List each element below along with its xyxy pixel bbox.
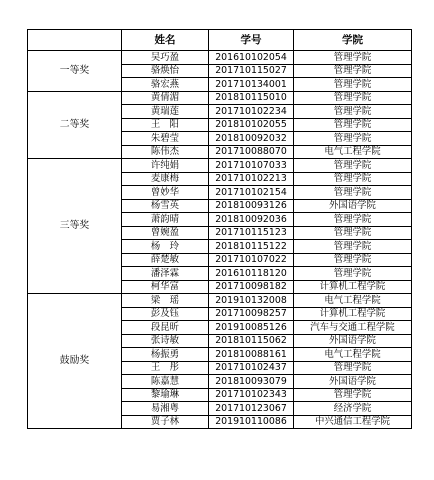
student-name-cell: 许纯娟 xyxy=(122,159,209,173)
student-name-cell: 曾妙华 xyxy=(122,186,209,200)
student-name-cell: 潘泽霖 xyxy=(122,267,209,281)
award-level-cell: 一等奖 xyxy=(28,51,122,92)
student-id-cell: 201710102343 xyxy=(209,388,294,402)
student-id-cell: 201810093079 xyxy=(209,375,294,389)
college-cell: 管理学院 xyxy=(294,186,412,200)
student-name-cell: 陈嘉慧 xyxy=(122,375,209,389)
student-id-cell: 201810088161 xyxy=(209,348,294,362)
student-name-cell: 王 彤 xyxy=(122,361,209,375)
student-id-cell: 201710102154 xyxy=(209,186,294,200)
student-id-cell: 201810115122 xyxy=(209,240,294,254)
college-cell: 外国语学院 xyxy=(294,334,412,348)
college-cell: 计算机工程学院 xyxy=(294,307,412,321)
student-id-cell: 201810115062 xyxy=(209,334,294,348)
student-name-cell: 吴巧盈 xyxy=(122,51,209,65)
college-cell: 管理学院 xyxy=(294,51,412,65)
table-row xyxy=(28,294,412,308)
college-cell: 管理学院 xyxy=(294,159,412,173)
college-column-header: 学院 xyxy=(294,30,412,51)
student-name-cell: 麦康梅 xyxy=(122,172,209,186)
college-cell: 经济学院 xyxy=(294,402,412,416)
college-cell: 管理学院 xyxy=(294,132,412,146)
student-id-cell: 201910085126 xyxy=(209,321,294,335)
student-name-cell: 陈伟杰 xyxy=(122,145,209,159)
student-name-cell: 薛楚敏 xyxy=(122,253,209,267)
college-cell: 管理学院 xyxy=(294,91,412,105)
student-id-cell: 201710088070 xyxy=(209,145,294,159)
student-name-cell: 彭及钰 xyxy=(122,307,209,321)
student-id-cell: 201710102437 xyxy=(209,361,294,375)
award-level-cell: 三等奖 xyxy=(28,159,122,294)
student-id-cell: 201610118120 xyxy=(209,267,294,281)
student-id-cell: 201610102054 xyxy=(209,51,294,65)
student-id-cell: 201710107033 xyxy=(209,159,294,173)
student-name-cell: 杨 玲 xyxy=(122,240,209,254)
college-cell: 管理学院 xyxy=(294,78,412,92)
table-row xyxy=(28,91,412,105)
college-cell: 外国语学院 xyxy=(294,375,412,389)
student-id-cell: 201710123067 xyxy=(209,402,294,416)
header-row xyxy=(28,30,412,51)
college-cell: 管理学院 xyxy=(294,64,412,78)
college-cell: 管理学院 xyxy=(294,267,412,281)
student-id-cell: 201710102213 xyxy=(209,172,294,186)
college-cell: 管理学院 xyxy=(294,240,412,254)
student-name-cell: 黄倩湄 xyxy=(122,91,209,105)
college-cell: 管理学院 xyxy=(294,361,412,375)
college-cell: 汽车与交通工程学院 xyxy=(294,321,412,335)
student-name-cell: 骆焕怡 xyxy=(122,64,209,78)
student-name-cell: 张诗敏 xyxy=(122,334,209,348)
college-cell: 管理学院 xyxy=(294,118,412,132)
student-id-cell: 201710098182 xyxy=(209,280,294,294)
student-id-cell: 201910110086 xyxy=(209,415,294,429)
student-name-cell: 柯华富 xyxy=(122,280,209,294)
college-cell: 外国语学院 xyxy=(294,199,412,213)
college-cell: 中兴通信工程学院 xyxy=(294,415,412,429)
student-name-cell: 易湘粤 xyxy=(122,402,209,416)
college-cell: 计算机工程学院 xyxy=(294,280,412,294)
student-id-cell: 201710107022 xyxy=(209,253,294,267)
table-row xyxy=(28,51,412,65)
student-name-cell: 杨振勇 xyxy=(122,348,209,362)
student-id-cell: 201710115027 xyxy=(209,64,294,78)
award-level-cell: 鼓励奖 xyxy=(28,294,122,429)
college-cell: 电气工程学院 xyxy=(294,348,412,362)
student-id-cell: 201810092032 xyxy=(209,132,294,146)
student-name-cell: 贾子林 xyxy=(122,415,209,429)
college-cell: 管理学院 xyxy=(294,388,412,402)
student-name-cell: 萧韵晴 xyxy=(122,213,209,227)
college-cell: 管理学院 xyxy=(294,105,412,119)
student-name-cell: 杨雪英 xyxy=(122,199,209,213)
student-name-cell: 梁 瑶 xyxy=(122,294,209,308)
student-name-cell: 曾婉盈 xyxy=(122,226,209,240)
student-id-cell: 201710098257 xyxy=(209,307,294,321)
award-level-cell: 二等奖 xyxy=(28,91,122,159)
college-cell: 管理学院 xyxy=(294,253,412,267)
college-cell: 管理学院 xyxy=(294,226,412,240)
college-cell: 电气工程学院 xyxy=(294,145,412,159)
student-name-cell: 朱碧莹 xyxy=(122,132,209,146)
table-row xyxy=(28,159,412,173)
award-column-header xyxy=(28,30,122,51)
college-cell: 电气工程学院 xyxy=(294,294,412,308)
table-body xyxy=(28,51,412,429)
student-name-cell: 黎瑜琳 xyxy=(122,388,209,402)
student-id-cell: 201910132008 xyxy=(209,294,294,308)
student-name-cell: 黄瑞莲 xyxy=(122,105,209,119)
student-name-cell: 王 阳 xyxy=(122,118,209,132)
student-id-cell: 201710134001 xyxy=(209,78,294,92)
student-id-cell: 201710102234 xyxy=(209,105,294,119)
student-id-cell: 201710115123 xyxy=(209,226,294,240)
student-id-cell: 201810115010 xyxy=(209,91,294,105)
college-cell: 管理学院 xyxy=(294,213,412,227)
college-cell: 管理学院 xyxy=(294,172,412,186)
student-id-cell: 201810092036 xyxy=(209,213,294,227)
student-id-column-header: 学号 xyxy=(209,30,294,51)
student-name-cell: 段昆昕 xyxy=(122,321,209,335)
student-name-cell: 骆宏燕 xyxy=(122,78,209,92)
student-id-cell: 201810102055 xyxy=(209,118,294,132)
student-id-cell: 201810093126 xyxy=(209,199,294,213)
award-table xyxy=(27,29,412,429)
name-column-header: 姓名 xyxy=(122,30,209,51)
